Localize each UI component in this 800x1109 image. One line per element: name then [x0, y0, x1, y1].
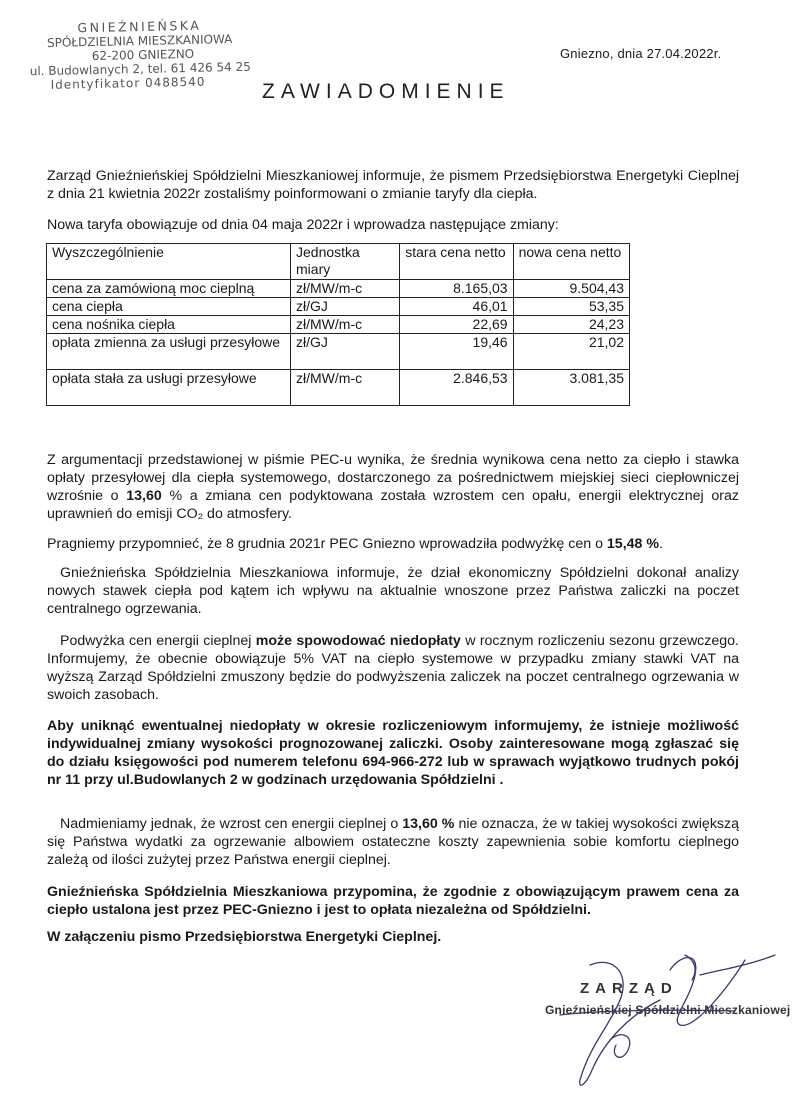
paragraph-note [47, 815, 739, 869]
stamp-line-identifier: Identyfikator 0488540 [50, 74, 206, 92]
intro-paragraph: Zarząd Gnieźnieńskiej Spółdzielni Mieszkaniowej informuje, że pismem Przedsiębiorstwa Energetyki Cieplnej z dnia 21 kwietnia 2022r zostaliśmy poinformowani o zmianie taryfy dla ciepła. [47, 168, 739, 202]
paragraph-analysis: Gnieźnieńska Spółdzielnia Mieszkaniowa informuje, że dział ekonomiczny Spółdzielni dokonał analizy nowych stawek ciepła pod kątem ich wpływu na aktualnie wnoszone przez Państwa zaliczki na poczet centralnego ogrzewania. [47, 565, 739, 617]
cell-unit: zł/GJ [291, 298, 400, 316]
handwritten-signature [520, 945, 790, 1095]
cell-new-price: 21,02 [513, 334, 629, 370]
cell-old-price: 46,01 [400, 298, 513, 316]
table-row [47, 370, 630, 406]
text-segment: Z argumentacji przedstawionej w piśmie PEC-u wynika, że średnia wynikowa cena netto za ciepło i stawka opłaty przesyłowej dla ciepła systemowego, dostarczonego za pośrednictwem miejskiej sieci ciepłowniczej wzrośnie o [47, 452, 739, 504]
highlight-text: może spowodować niedopłaty [255, 633, 461, 649]
text-segment: Pragniemy przypomnieć, że 8 grudnia 2021r PEC Gniezno wprowadziła podwyżkę cen o [47, 536, 607, 552]
table-header-row [47, 244, 630, 280]
organization-stamp [19, 17, 260, 92]
stamp-line-name: GNIEŹNIEŃSKA [77, 17, 202, 36]
stamp-line-cooperative: SPÓŁDZIELNIA MIESZKANIOWA [46, 32, 233, 50]
cell-new-price: 24,23 [513, 316, 629, 334]
highlight-value: 15,48 % [606, 536, 659, 552]
tariff-intro: Nowa taryfa obowiązuje od dnia 04 maja 2022r i wprowadza następujące zmiany: [47, 217, 559, 233]
text-segment: % a zmiana cen podyktowana została wzrostem cen opału, energii elektrycznej oraz uprawnień do emisji CO₂ do atmosfery. [47, 488, 739, 522]
table-row [47, 298, 630, 316]
cell-old-price: 2.846,53 [400, 370, 513, 406]
text-segment: nie oznacza, że w takiej wysokości zwiększą się Państwa wydatki za ogrzewanie albowiem ostateczne koszty zapewnienia sobie komfortu cieplnego zależą od ilości zużytej przez Państwa energii cieplnej. [47, 816, 739, 868]
header-cell-new-price: nowa cena netto [513, 244, 629, 280]
paragraph-attachment: W załączeniu pismo Przedsiębiorstwa Energetyki Cieplnej. [47, 929, 442, 945]
cell-old-price: 22,69 [400, 316, 513, 334]
paragraph-underpayment [47, 632, 739, 704]
cell-item: opłata stała za usługi przesyłowe [47, 370, 291, 406]
cell-old-price: 19,46 [400, 334, 513, 370]
header-cell-unit: Jednostka miary [291, 244, 400, 280]
text-segment: Nadmieniamy jednak, że wzrost cen energii cieplnej o [60, 816, 403, 832]
table-row [47, 316, 630, 334]
text-segment: . [658, 536, 663, 552]
table-row [47, 334, 630, 370]
stamp-line-postcode: 62-200 GNIEZNO [91, 46, 195, 64]
header-cell-item: Wyszczególnienie [47, 244, 291, 280]
cell-old-price: 8.165,03 [400, 280, 513, 298]
cell-item: cena nośnika ciepła [47, 316, 291, 334]
cell-item: cena ciepła [47, 298, 291, 316]
highlight-value: 13,60 % [402, 816, 455, 832]
cell-unit: zł/MW/m-c [291, 280, 400, 298]
table-row [47, 280, 630, 298]
text-segment: w rocznym rozliczeniu sezonu grzewczego. Informujemy, że obecnie obowiązuje 5% VAT na ciepło systemowe w przypadku zmiany stawki VAT na wyższą Zarząd Spółdzielni zmuszony będzie do podwyższenia zaliczek na poczet centralnego ogrzewania w swoich zasobach. [47, 633, 739, 703]
paragraph-reminder [47, 535, 739, 553]
document-date: Gniezno, dnia 27.04.2022r. [560, 46, 722, 61]
signature-stamp-heading: ZARZĄD [580, 980, 678, 997]
stamp-line-address: ul. Budowlanych 2, tel. 61 426 54 25 [29, 59, 251, 79]
cell-new-price: 9.504,43 [513, 280, 629, 298]
cell-new-price: 53,35 [513, 298, 629, 316]
cell-unit: zł/GJ [291, 334, 400, 370]
cell-item: cena za zamówioną moc cieplną [47, 280, 291, 298]
cell-unit: zł/MW/m-c [291, 370, 400, 406]
tariff-table [46, 243, 630, 406]
highlight-value: 13,60 [126, 488, 162, 504]
paragraph-contact: Aby uniknąć ewentualnej niedopłaty w okresie rozliczeniowym informujemy, że istnieje możliwość indywidualnej zmiany wysokości prognozowanej zaliczki. Osoby zainteresowane mogą zgłaszać się do działu księgowości pod numerem telefonu 694-966-272 lub w sprawach wyjątkowo trudnych pokój nr 11 przy ul.Budowlanych 2 w godzinach urzędowania Spółdzielni . [47, 718, 739, 788]
signature-stamp-subtitle: Gnieźnieńskiej Spółdzielni Mieszkaniowej [545, 1003, 791, 1017]
document-title: ZAWIADOMIENIE [262, 80, 510, 103]
header-cell-old-price: stara cena netto [400, 244, 513, 280]
cell-unit: zł/MW/m-c [291, 316, 400, 334]
paragraph-argumentation [47, 451, 739, 523]
text-segment: Podwyżka cen energii cieplnej [60, 633, 256, 649]
paragraph-legal: Gnieźnieńska Spółdzielnia Mieszkaniowa przypomina, że zgodnie z obowiązującym prawem cena za ciepło ustalona jest przez PEC-Gniezno i jest to opłata niezależna od Spółdzielni. [47, 884, 739, 918]
cell-new-price: 3.081,35 [513, 370, 629, 406]
cell-item: opłata zmienna za usługi przesyłowe [47, 334, 291, 370]
